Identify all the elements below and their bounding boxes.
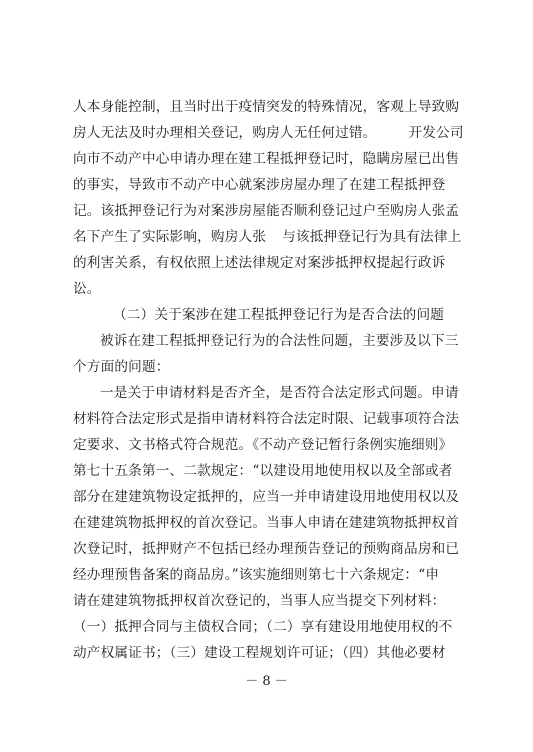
text-line-10: 被诉在建工程抵押登记行为的合法性问题，主要涉及以下三 [100, 333, 459, 349]
text-line-14: 定要求、文书格式符合规范。《不动产登记暂行条例实施细则》 [73, 437, 453, 453]
document-body [73, 94, 468, 666]
text-line-19: 经办理预售备案的商品房。”该实施细则第七十六条规定：“申 [73, 567, 440, 583]
text-line-18: 次登记时，抵押财产不包括已经办理预告登记的预购商品房和已 [73, 541, 460, 557]
text-line-12: 一是关于申请材料是否齐全，是否符合法定形式问题。申请 [100, 385, 459, 401]
text-line-20: 请在建建筑物抵押权首次登记的，当事人应当提交下列材料： [73, 593, 446, 609]
text-line-16: 部分在建建筑物设定抵押的，应当一并申请建设用地使用权以及 [73, 489, 460, 505]
redacted-company-suffix: 开发公司 [408, 125, 464, 141]
text-line-2: 房人无法及时办理相关登记，购房人无任何过错。 开发公司 [73, 125, 464, 141]
text-line-3: 向市不动产中心申请办理在建工程抵押登记时，隐瞒房屋已出售 [73, 151, 460, 167]
text-line-11: 个方面的问题： [73, 359, 170, 375]
text-line-4: 的事实，导致市不动产中心就案涉房屋办理了在建工程抵押登 [73, 177, 446, 193]
section-heading: （二）关于案涉在建工程抵押登记行为是否合法的问题 [113, 307, 445, 323]
text-line-13: 材料符合法定形式是指申请材料符合法定时限、记载事项符合法 [73, 411, 460, 427]
text-line-6: 名下产生了实际影响，购房人张 与该抵押登记行为具有法律上 [73, 229, 462, 245]
text-line-5: 记。该抵押登记行为对案涉房屋能否顺利登记过户至购房人张孟 [73, 203, 460, 219]
text-line-7: 的利害关系，有权依照上述法律规定对案涉抵押权提起行政诉 [73, 255, 446, 271]
text-line-8: 讼。 [73, 281, 101, 297]
page-number: － 8 － [245, 674, 288, 689]
text-line-21: （一）抵押合同与主债权合同；（二）享有建设用地使用权的不 [73, 619, 453, 635]
redacted-text-continuation: 与该抵押登记行为具有法律上 [282, 229, 462, 245]
text-line-1: 人本身能控制，且当时出于疫情突发的特殊情况，客观上导致购 [73, 99, 460, 115]
text-line-17: 在建建筑物抵押权的首次登记。当事人申请在建建筑物抵押权首 [73, 515, 460, 531]
text-line-22: 动产权属证书；（三）建设工程规划许可证；（四）其他必要材 [73, 645, 446, 661]
text-line-15: 第七十五条第一、二款规定：“以建设用地使用权以及全部或者 [73, 463, 453, 479]
